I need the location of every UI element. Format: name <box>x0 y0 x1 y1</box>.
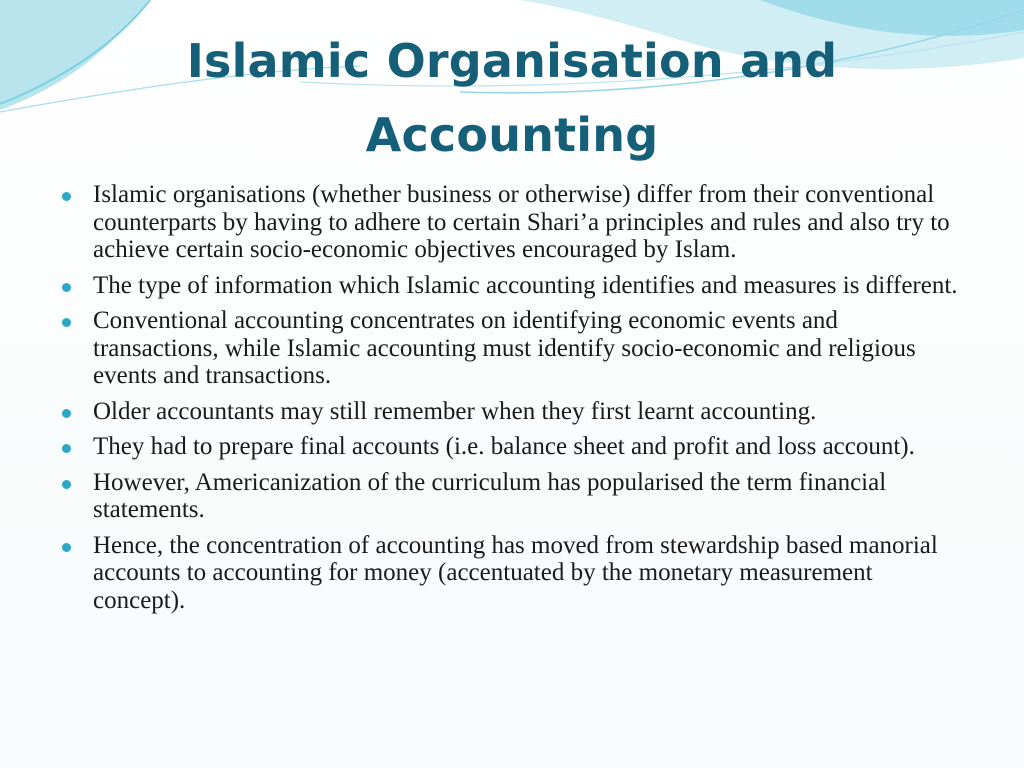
slide-title-line-2: Accounting <box>365 108 659 162</box>
bullet-marker-icon <box>62 543 71 552</box>
bullet-item-1 <box>62 181 962 264</box>
bullet-text-7: Hence, the concentration of accounting has moved from stewardship based manorial accounts to accounting for money (accentuated by the monetary measurement concept). <box>93 531 938 614</box>
bullet-item-7 <box>62 532 962 615</box>
slide-title-line-1: Islamic Organisation and <box>186 34 838 88</box>
bullet-marker-icon <box>62 409 71 418</box>
slide-title <box>112 24 912 172</box>
bullet-marker-icon <box>62 283 71 292</box>
bullet-item-6 <box>62 469 962 524</box>
bullet-marker-icon <box>62 444 71 453</box>
bullet-text-2: The type of information which Islamic accounting identifies and measures is different. <box>93 271 958 299</box>
bullet-text-6: However, Americanization of the curriculum has popularised the term financial statements. <box>93 468 887 523</box>
bullet-text-1: Islamic organisations (whether business or otherwise) differ from their conventional counterparts by having to adhere to certain Shari’a principles and rules and also try to achieve certain socio-economic objectives encouraged by Islam. <box>93 181 950 263</box>
bullet-marker-icon <box>62 318 71 327</box>
bullet-text-5: They had to prepare final accounts (i.e. balance sheet and profit and loss account). <box>93 433 915 460</box>
bullet-item-5 <box>62 433 962 461</box>
bullet-list <box>62 181 962 622</box>
bullet-marker-icon <box>62 480 71 489</box>
bullet-item-3 <box>62 307 962 390</box>
bullet-item-2 <box>62 272 962 300</box>
bullet-marker-icon <box>62 192 71 201</box>
bullet-text-4: Older accountants may still remember when they first learnt accounting. <box>93 397 817 425</box>
bullet-item-4 <box>62 398 962 426</box>
bullet-text-3: Conventional accounting concentrates on identifying economic events and transactions, while Islamic accounting must identify socio-economic and religious events and transactions. <box>93 307 916 389</box>
